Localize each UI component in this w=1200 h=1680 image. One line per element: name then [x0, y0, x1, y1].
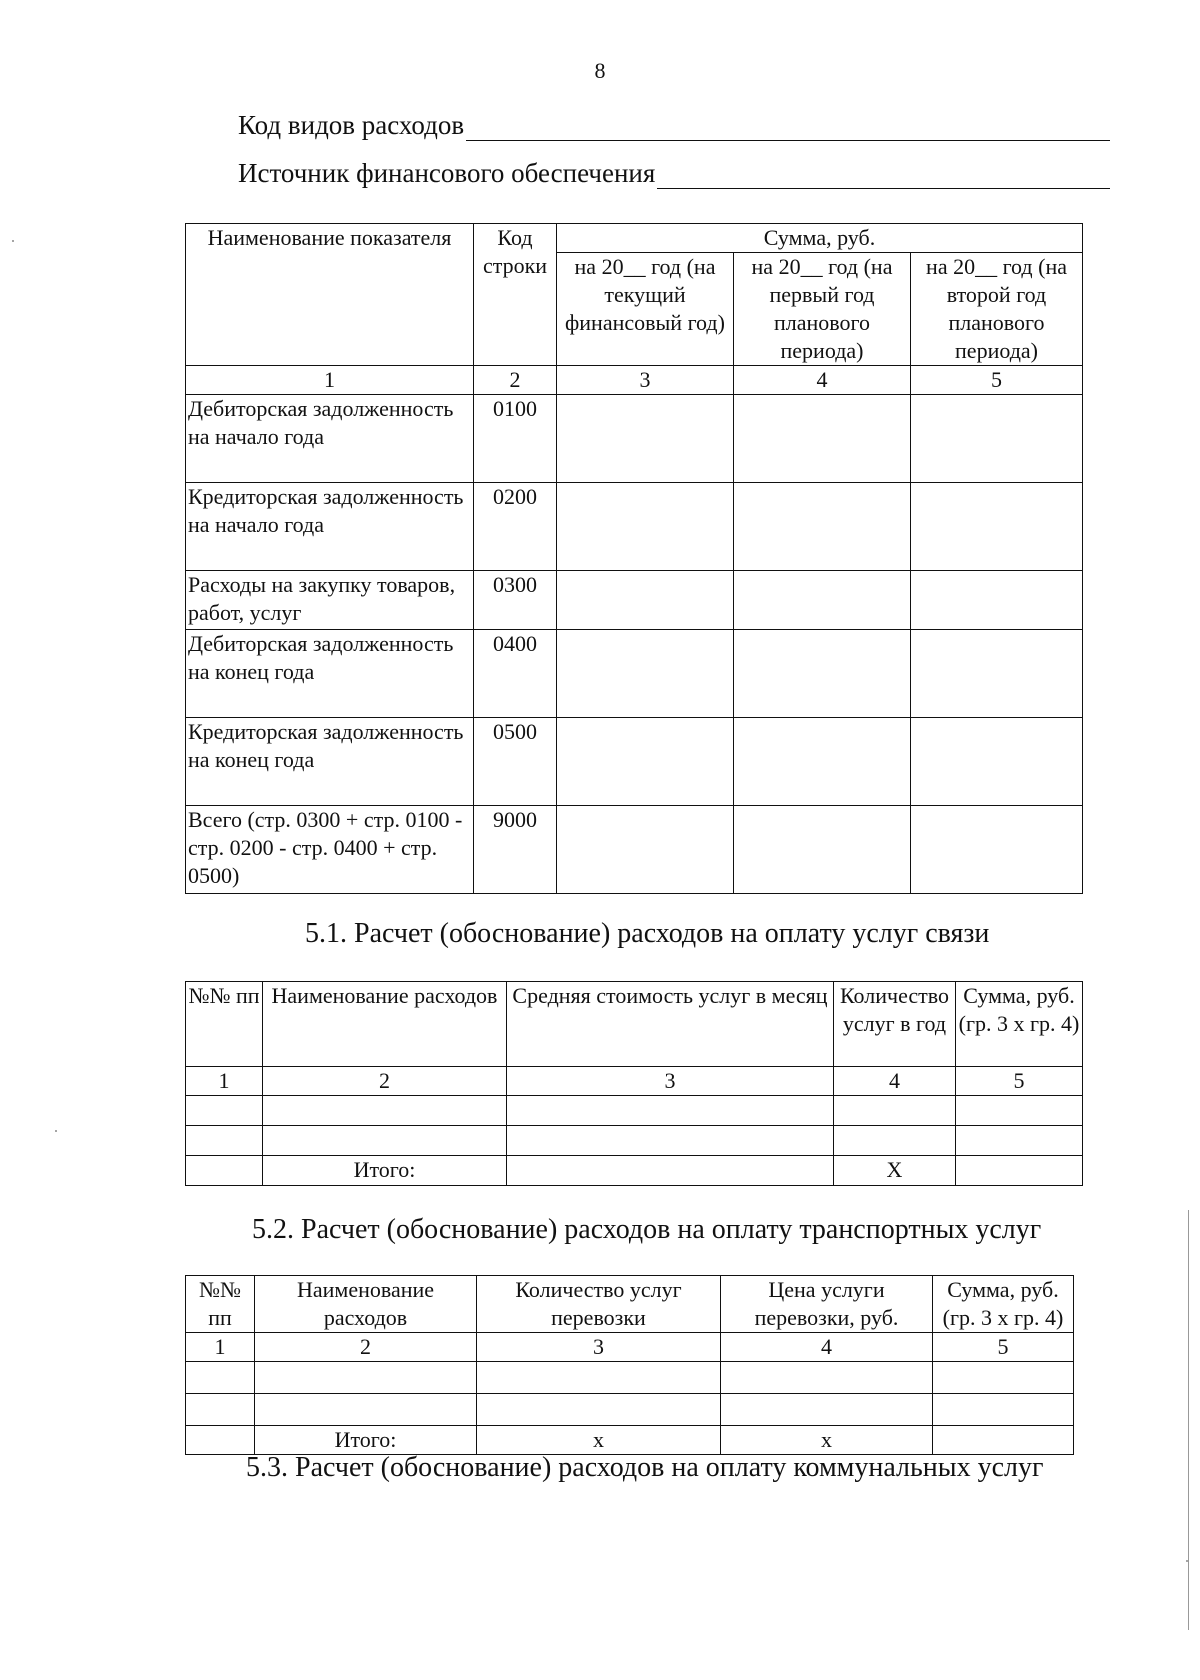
- row-code: 0500: [474, 718, 557, 806]
- table-header-row: [186, 982, 1083, 1067]
- header-transport-price: Цена услуги перевозки, руб.: [721, 1276, 933, 1333]
- table-row-total: [186, 806, 1083, 894]
- col-num: 1: [186, 366, 474, 395]
- row-sum-current: [557, 395, 734, 483]
- table-row: [186, 395, 1083, 483]
- row-name: Дебиторская задолженность на начало года: [186, 395, 474, 483]
- col-num: 2: [255, 1333, 477, 1362]
- expense-code-field: [238, 110, 1110, 141]
- row-code: 0300: [474, 571, 557, 630]
- total-qty: X: [834, 1156, 956, 1186]
- column-number-row: [186, 1333, 1074, 1362]
- col-num: 2: [474, 366, 557, 395]
- table-row: [186, 571, 1083, 630]
- col-num: 1: [186, 1067, 263, 1096]
- row-sum-current: [557, 806, 734, 894]
- total-pp: [186, 1426, 255, 1455]
- col-num: 3: [507, 1067, 834, 1096]
- scan-speck: [12, 240, 14, 242]
- expense-code-line: [466, 114, 1110, 141]
- row-sum-second: [911, 718, 1083, 806]
- total-pp: [186, 1156, 263, 1186]
- main-indicators-table: [185, 223, 1083, 894]
- transport-services-table: [185, 1275, 1074, 1455]
- col-num: 5: [933, 1333, 1074, 1362]
- scan-speck: [55, 1130, 57, 1132]
- row-sum-first: [734, 718, 911, 806]
- header-sum: Сумма, руб. (гр. 3 х гр. 4): [956, 982, 1083, 1067]
- header-year-second-plan: на 20__ год (на второй год планового периода): [911, 253, 1083, 366]
- row-sum-current: [557, 571, 734, 630]
- row-sum-second: [911, 630, 1083, 718]
- table-row-total: [186, 1156, 1083, 1186]
- header-expense-name: Наименование расходов: [263, 982, 507, 1067]
- table-row: [186, 483, 1083, 571]
- table-row: [186, 1394, 1074, 1426]
- expense-code-label: Код видов расходов: [238, 110, 465, 140]
- row-sum-first: [734, 806, 911, 894]
- row-name: Кредиторская задолженность на конец года: [186, 718, 474, 806]
- row-code: 0100: [474, 395, 557, 483]
- row-code: 0400: [474, 630, 557, 718]
- header-name: Наименование показателя: [186, 224, 474, 366]
- funding-source-line: [657, 162, 1110, 189]
- table-row: [186, 1362, 1074, 1394]
- funding-source-field: [238, 158, 1110, 189]
- header-sum: Сумма, руб.: [557, 224, 1083, 253]
- row-sum-current: [557, 718, 734, 806]
- row-sum-first: [734, 483, 911, 571]
- col-num: 4: [721, 1333, 933, 1362]
- total-qty: x: [477, 1426, 721, 1455]
- header-transport-qty: Количество услуг перевозки: [477, 1276, 721, 1333]
- total-label: Итого:: [255, 1426, 477, 1455]
- row-sum-current: [557, 483, 734, 571]
- row-sum-second: [911, 395, 1083, 483]
- row-name: Кредиторская задолженность на начало года: [186, 483, 474, 571]
- section-5-1-title: 5.1. Расчет (обоснование) расходов на оплату услуг связи: [305, 918, 990, 949]
- table-row: [186, 1126, 1083, 1156]
- col-num: 1: [186, 1333, 255, 1362]
- col-num: 5: [911, 366, 1083, 395]
- row-sum-current: [557, 630, 734, 718]
- header-code: Код строки: [474, 224, 557, 366]
- section-5-2-title: 5.2. Расчет (обоснование) расходов на оплату транспортных услуг: [252, 1214, 1042, 1245]
- scan-speck: [1186, 1560, 1188, 1562]
- table-header-row: [186, 1276, 1074, 1333]
- col-num: 4: [734, 366, 911, 395]
- funding-source-label: Источник финансового обеспечения: [238, 158, 656, 188]
- header-qty-per-year: Количество услуг в год: [834, 982, 956, 1067]
- row-sum-second: [911, 571, 1083, 630]
- row-code: 0200: [474, 483, 557, 571]
- row-sum-second: [911, 806, 1083, 894]
- row-name: Расходы на закупку товаров, работ, услуг: [186, 571, 474, 630]
- row-name: Всего (стр. 0300 + стр. 0100 - стр. 0200 - стр. 0400 + стр. 0500): [186, 806, 474, 894]
- column-number-row: [186, 366, 1083, 395]
- row-code: 9000: [474, 806, 557, 894]
- header-expense-name: Наименование расходов: [255, 1276, 477, 1333]
- col-num: 5: [956, 1067, 1083, 1096]
- col-num: 3: [557, 366, 734, 395]
- total-price: x: [721, 1426, 933, 1455]
- row-sum-second: [911, 483, 1083, 571]
- row-name: Дебиторская задолженность на конец года: [186, 630, 474, 718]
- row-sum-first: [734, 571, 911, 630]
- header-sum: Сумма, руб. (гр. 3 х гр. 4): [933, 1276, 1074, 1333]
- col-num: 2: [263, 1067, 507, 1096]
- table-row: [186, 1096, 1083, 1126]
- total-sum: [933, 1426, 1074, 1455]
- table-row-total: [186, 1426, 1074, 1455]
- scan-edge-line: [1188, 1210, 1189, 1630]
- column-number-row: [186, 1067, 1083, 1096]
- row-sum-first: [734, 630, 911, 718]
- table-row: [186, 630, 1083, 718]
- table-header-row: [186, 224, 1083, 253]
- header-pp: №№ пп: [186, 1276, 255, 1333]
- header-year-first-plan: на 20__ год (на первый год планового периода): [734, 253, 911, 366]
- total-label: Итого:: [263, 1156, 507, 1186]
- communication-services-table: [185, 981, 1083, 1186]
- page-number: 8: [594, 58, 606, 83]
- section-5-3-title: 5.3. Расчет (обоснование) расходов на оплату коммунальных услуг: [246, 1452, 1044, 1483]
- header-avg-cost: Средняя стоимость услуг в месяц: [507, 982, 834, 1067]
- header-pp: №№ пп: [186, 982, 263, 1067]
- header-year-current: на 20__ год (на текущий финансовый год): [557, 253, 734, 366]
- col-num: 4: [834, 1067, 956, 1096]
- row-sum-first: [734, 395, 911, 483]
- table-row: [186, 718, 1083, 806]
- total-sum: [956, 1156, 1083, 1186]
- total-avg-cost: [507, 1156, 834, 1186]
- col-num: 3: [477, 1333, 721, 1362]
